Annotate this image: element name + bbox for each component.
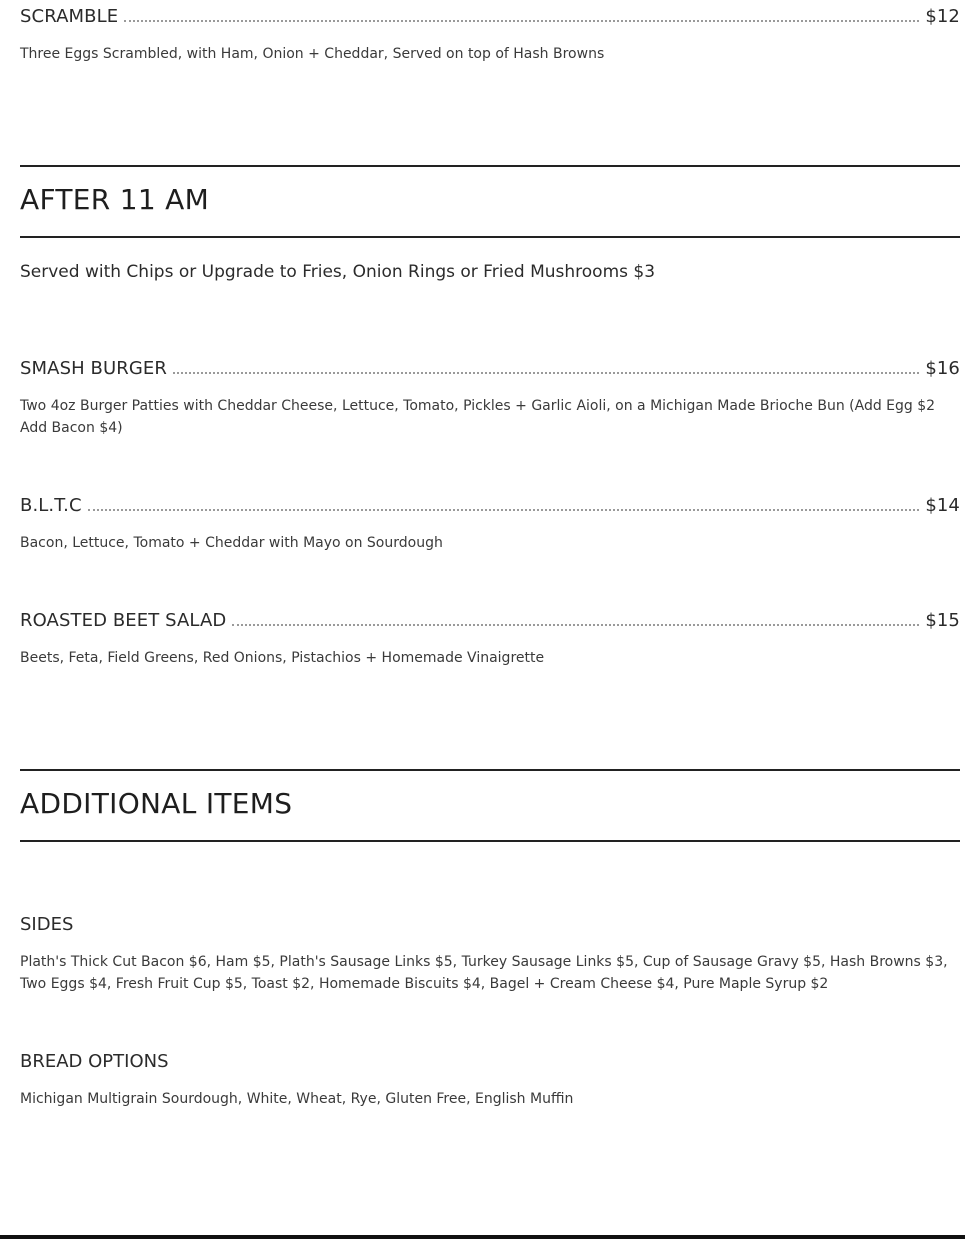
menu-item-bltc bbox=[20, 495, 960, 517]
item-name: SMASH BURGER bbox=[20, 358, 168, 379]
dot-leader bbox=[173, 371, 919, 374]
item-price: $15 bbox=[925, 610, 960, 631]
item-description: Beets, Feta, Field Greens, Red Onions, Pistachios + Homemade Vinaigrette bbox=[20, 650, 545, 666]
section-note: Served with Chips or Upgrade to Fries, Onion Rings or Fried Mushrooms $3 bbox=[20, 262, 656, 282]
section-divider-bottom bbox=[20, 236, 960, 238]
item-name: B.L.T.C bbox=[20, 495, 82, 516]
section-divider-bottom bbox=[20, 840, 960, 842]
menu-item-bread-options-name: BREAD OPTIONS bbox=[20, 1051, 169, 1072]
item-price: $16 bbox=[925, 358, 960, 379]
item-price: $12 bbox=[925, 6, 960, 27]
dot-leader bbox=[124, 19, 919, 22]
item-name: SCRAMBLE bbox=[20, 6, 119, 27]
dot-leader bbox=[88, 508, 920, 511]
item-description: Three Eggs Scrambled, with Ham, Onion + Cheddar, Served on top of Hash Browns bbox=[20, 46, 605, 62]
menu-item-smash-burger bbox=[20, 358, 960, 380]
section-title-after-11: AFTER 11 AM bbox=[20, 183, 210, 216]
section-divider-top bbox=[20, 769, 960, 771]
menu-item-scramble bbox=[20, 6, 960, 28]
item-description: Michigan Multigrain Sourdough, White, Wheat, Rye, Gluten Free, English Muffin bbox=[20, 1091, 574, 1107]
item-price: $14 bbox=[925, 495, 960, 516]
section-divider-top bbox=[20, 165, 960, 167]
item-name: ROASTED BEET SALAD bbox=[20, 610, 227, 631]
menu-item-sides-name: SIDES bbox=[20, 914, 74, 935]
section-title-additional-items: ADDITIONAL ITEMS bbox=[20, 787, 293, 820]
item-description: Two 4oz Burger Patties with Cheddar Cheese, Lettuce, Tomato, Pickles + Garlic Aioli, on a Michigan Made Brioche Bun (Add Egg $2 Add Bacon $4) bbox=[20, 398, 936, 436]
menu-item-roasted-beet-salad bbox=[20, 610, 960, 632]
page-bottom-bar bbox=[0, 1235, 965, 1239]
dot-leader bbox=[232, 623, 919, 626]
item-description: Plath's Thick Cut Bacon $6, Ham $5, Plath's Sausage Links $5, Turkey Sausage Links $5, Cup of Sausage Gravy $5, Hash Browns $3, Two Eggs $4, Fresh Fruit Cup $5, Toast $2, Homemade Biscuits $4, Bagel + Cream Cheese $4, Pure Maple Syrup $2 bbox=[20, 954, 948, 992]
item-description: Bacon, Lettuce, Tomato + Cheddar with Mayo on Sourdough bbox=[20, 535, 443, 551]
